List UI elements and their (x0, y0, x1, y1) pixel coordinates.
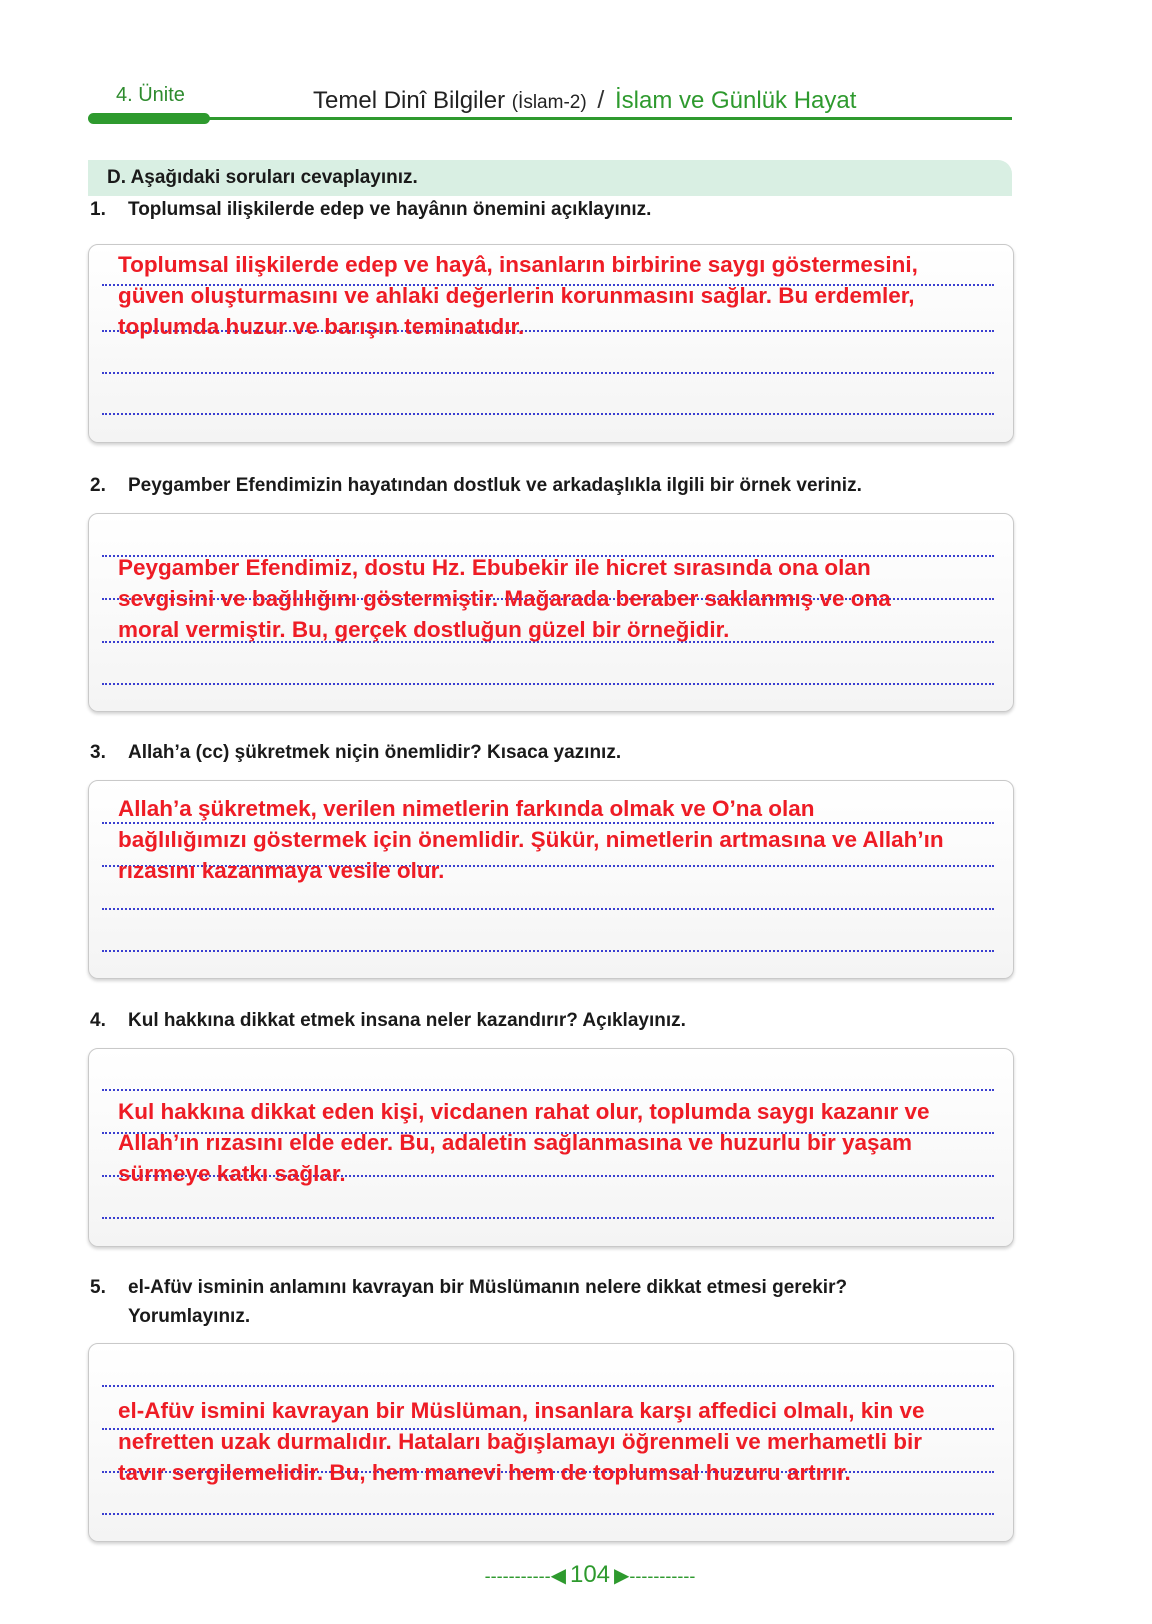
question-number: 3. (90, 742, 106, 763)
question-number: 2. (90, 475, 106, 496)
question-text: Toplumsal ilişkilerde edep ve hayânın önemini açıklayınız. (128, 199, 652, 220)
question-text: Kul hakkına dikkat etmek insana neler kazandırır? Açıklayınız. (128, 1010, 686, 1031)
footer-arrow-left-icon: ◀ (550, 1565, 566, 1587)
page-footer (430, 1561, 750, 1589)
book-subtitle: (İslam-2) (511, 92, 587, 113)
question-number: 1. (90, 199, 106, 220)
footer-dashes-right: ----------- (629, 1566, 696, 1586)
question-text: el-Afüv isminin anlamını kavrayan bir Müslümanın nelere dikkat etmesi gerekir? (128, 1277, 848, 1298)
question-3 (90, 738, 621, 767)
writing-line (102, 413, 994, 415)
footer-dashes-left: ----------- (484, 1566, 551, 1586)
unit-label: 4. Ünite (116, 84, 185, 106)
section-heading: D. Aşağıdaki soruları cevaplayınız. (107, 167, 418, 188)
question-4 (90, 1006, 686, 1035)
book-title: Temel Dinî Bilgiler (313, 87, 506, 114)
question-text-continued: Yorumlayınız. (128, 1306, 251, 1327)
question-number: 4. (90, 1010, 106, 1031)
question-text: Allah’a (cc) şükretmek niçin önemlidir? Kısaca yazınız. (128, 742, 622, 763)
writing-line (102, 1089, 994, 1091)
answer-line: Kul hakkına dikkat eden kişi, vicdanen rahat olur, toplumda saygı kazanır ve (118, 1099, 930, 1124)
answer-line: toplumda huzur ve barışın teminatıdır. (118, 314, 525, 339)
answer-line: bağlılığımızı göstermek için önemlidir. Şükür, nimetlerin artmasına ve Allah’ın (118, 827, 944, 852)
question-text: Peygamber Efendimizin hayatından dostluk ve arkadaşlıkla ilgili bir örnek veriniz. (128, 475, 862, 496)
answer-text-3 (118, 793, 998, 886)
page-title (313, 86, 856, 115)
footer-arrow-right-icon: ▶ (614, 1565, 630, 1587)
page-number: 104 (569, 1561, 611, 1588)
writing-line (102, 683, 994, 685)
answer-text-5 (118, 1395, 998, 1488)
writing-line (102, 372, 994, 374)
answer-line: moral vermiştir. Bu, gerçek dostluğun güzel bir örneğidir. (118, 617, 730, 642)
writing-line (102, 1513, 994, 1515)
answer-text-2 (118, 552, 998, 645)
answer-line: Toplumsal ilişkilerde edep ve hayâ, insanların birbirine saygı göstermesini, (118, 252, 918, 277)
question-number: 5. (90, 1277, 106, 1298)
answer-text-1 (118, 249, 998, 342)
writing-line (102, 1217, 994, 1219)
question-1 (90, 195, 651, 224)
answer-line: Allah’ın rızasını elde eder. Bu, adaletin sağlanmasına ve huzurlu bir yaşam (118, 1130, 913, 1155)
answer-line: el-Afüv ismini kavrayan bir Müslüman, insanlara karşı affedici olmalı, kin ve (118, 1398, 925, 1423)
title-separator: / (597, 86, 605, 114)
answer-line: Allah’a şükretmek, verilen nimetlerin farkında olmak ve O’na olan (118, 796, 815, 821)
question-5 (90, 1273, 847, 1331)
answer-line: rızasını kazanmaya vesile olur. (118, 858, 445, 883)
answer-line: sevgisini ve bağlılığını göstermiştir. Mağarada beraber saklanmış ve ona (118, 586, 891, 611)
answer-line: nefretten uzak durmalıdır. Hataları bağışlamayı öğrenmeli ve merhametli bir (118, 1429, 923, 1454)
writing-line (102, 1385, 994, 1387)
answer-line: tavır sergilemelidir. Bu, hem manevi hem de toplumsal huzuru artırır. (118, 1460, 851, 1485)
writing-line (102, 950, 994, 952)
answer-text-4 (118, 1096, 998, 1189)
answer-line: Peygamber Efendimiz, dostu Hz. Ebubekir ile hicret sırasında ona olan (118, 555, 871, 580)
answer-line: güven oluşturmasını ve ahlaki değerlerin korunmasını sağlar. Bu erdemler, (118, 283, 915, 308)
writing-line (102, 908, 994, 910)
question-2 (90, 471, 862, 500)
header-rule (200, 117, 1012, 120)
unit-bar (88, 113, 210, 124)
topic-title: İslam ve Günlük Hayat (614, 87, 857, 114)
answer-line: sürmeye katkı sağlar. (118, 1161, 346, 1186)
